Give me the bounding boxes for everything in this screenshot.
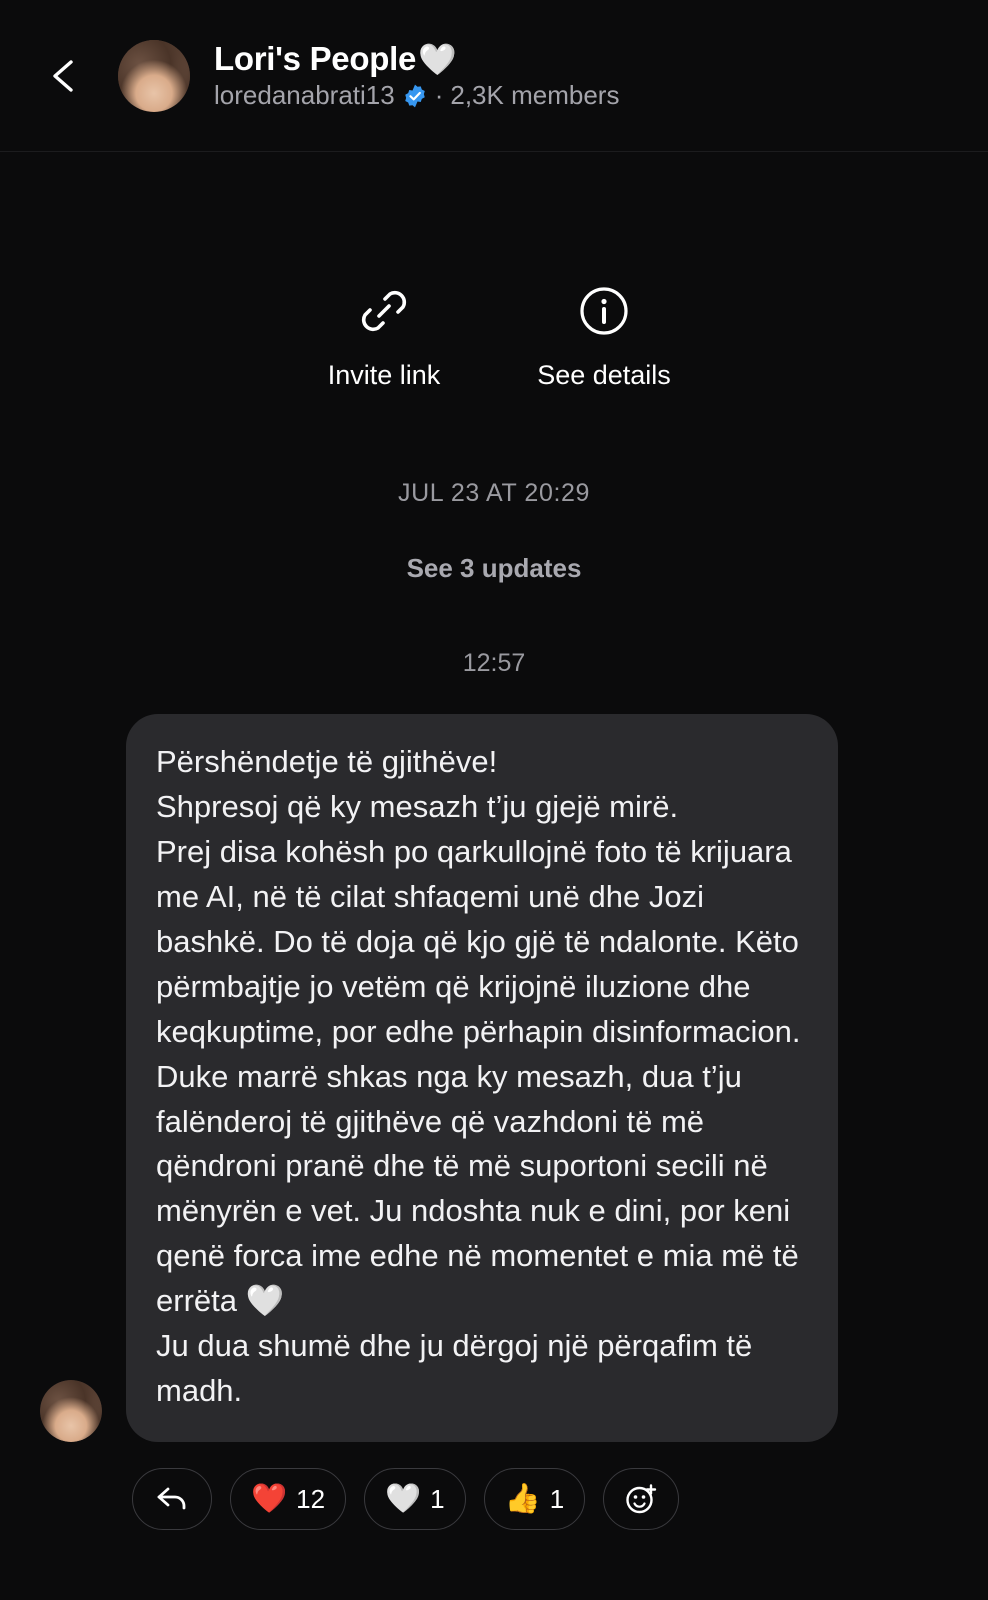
link-icon <box>353 280 415 342</box>
owner-username: loredanabrati13 <box>214 80 395 111</box>
see-details-label: See details <box>537 360 671 390</box>
back-button[interactable] <box>34 45 96 107</box>
white-heart-icon: 🤍 <box>418 41 457 77</box>
chevron-left-icon <box>45 56 85 96</box>
message-bubble[interactable] <box>126 714 838 1442</box>
see-details-button[interactable] <box>529 280 679 391</box>
invite-link-button[interactable] <box>309 280 459 391</box>
chat-title-text: Lori's People <box>214 40 416 78</box>
chat-header <box>0 0 988 152</box>
message-line: Përshëndetje të gjithëve! <box>156 744 498 779</box>
add-reaction-icon <box>624 1482 658 1516</box>
message-line: Duke marrë shkas nga ky mesazh, dua t’ju falënderoj të gjithëve që vazhdoni të më qëndroni pranë dhe të më suportoni secili në mënyrën e vet. Ju ndoshta nuk e dini, por keni qenë forca ime edhe në momentet e mia më të errëta 🤍 <box>156 1058 799 1319</box>
reaction-bar <box>0 1468 988 1530</box>
message-timestamp: 12:57 <box>462 649 526 677</box>
info-icon <box>573 280 635 342</box>
add-reaction-button[interactable] <box>603 1468 679 1530</box>
page-title <box>214 41 619 77</box>
reaction-count: 1 <box>549 1483 565 1514</box>
reaction-count: 1 <box>430 1483 445 1514</box>
group-avatar[interactable] <box>118 40 190 112</box>
white-heart-icon: 🤍 <box>385 1482 422 1515</box>
member-count: 2,3K members <box>450 80 620 111</box>
subtitle-separator: · <box>434 80 444 111</box>
message-line: Ju dua shumë dhe ju dërgoj një përqafim të madh. <box>156 1328 753 1409</box>
sender-avatar-image <box>40 1380 102 1442</box>
conversation-body <box>0 152 988 1600</box>
header-title-block[interactable] <box>214 41 619 110</box>
message-row <box>0 714 988 1442</box>
sender-avatar[interactable] <box>40 1380 102 1442</box>
verified-badge-icon <box>402 83 428 109</box>
reply-arrow-icon <box>155 1484 189 1514</box>
message-line: Shpresoj që ky mesazh t’ju gjejë mirë. <box>156 788 679 824</box>
thumbs-up-icon: 👍 <box>504 1482 541 1515</box>
invite-link-label: Invite link <box>327 360 441 390</box>
red-heart-icon: ❤️ <box>251 1482 288 1515</box>
reaction-heart-white[interactable] <box>364 1468 466 1530</box>
chat-subtitle <box>214 81 619 110</box>
see-updates-link[interactable]: See 3 updates <box>406 553 582 583</box>
reaction-count: 12 <box>296 1483 326 1514</box>
message-line: Prej disa kohësh po qarkullojnë foto të krijuara me AI, në të cilat shfaqemi unë dhe Jozi bashkë. Do të doja që kjo gjë të ndalonte. Këto përmbajtje jo vetëm që krijojnë iluzione dhe keqkuptime, por edhe përhapin disinformacion. <box>156 833 801 1049</box>
avatar-image <box>118 40 190 112</box>
reaction-heart-red[interactable] <box>230 1468 346 1530</box>
reaction-thumbs-up[interactable] <box>484 1468 586 1530</box>
group-actions <box>0 280 988 391</box>
reply-button[interactable] <box>132 1468 212 1530</box>
date-divider: JUL 23 AT 20:29 <box>398 479 590 507</box>
